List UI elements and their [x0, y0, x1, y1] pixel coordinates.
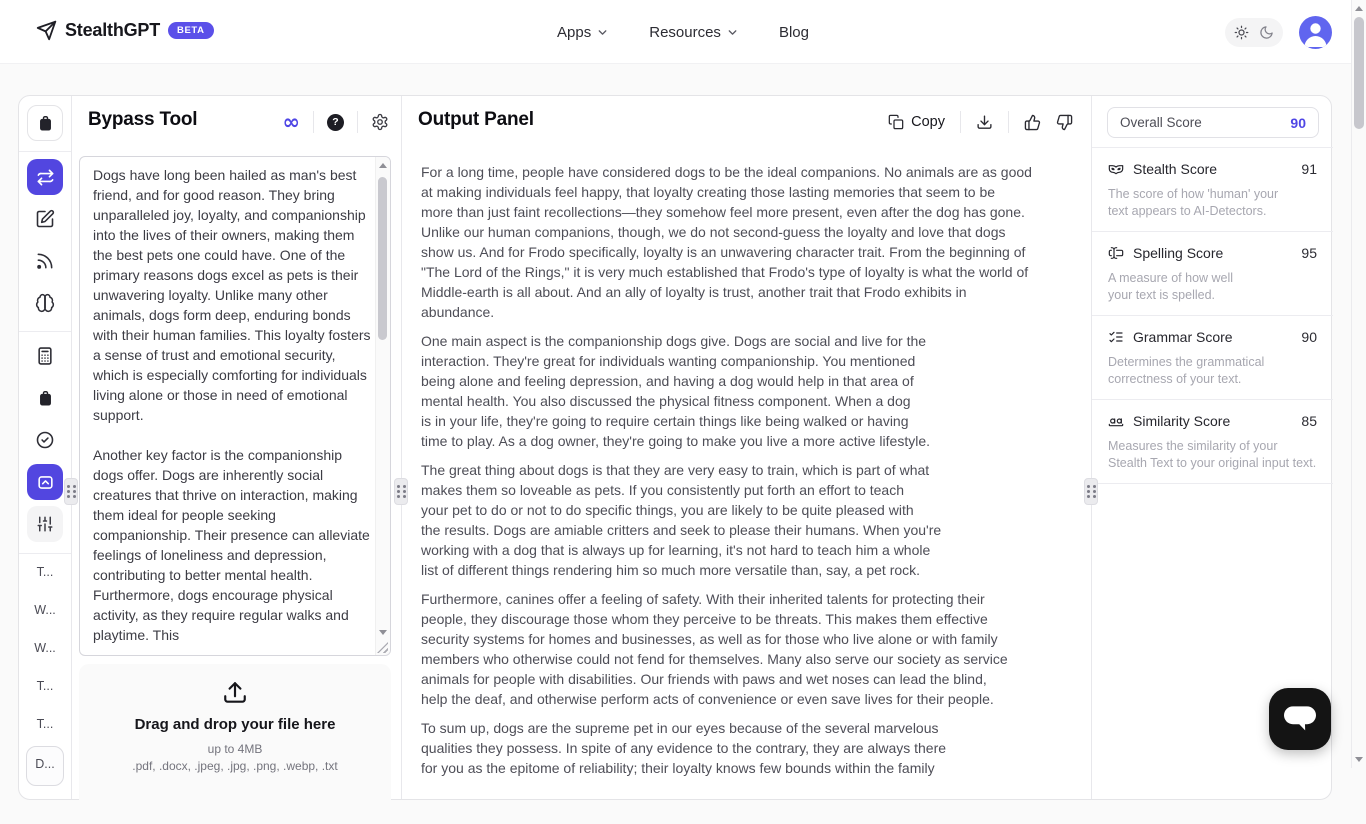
avatar[interactable] [1299, 16, 1332, 49]
copy-icon [888, 114, 904, 130]
nav-blog[interactable] [779, 24, 809, 41]
spelling-score-label: Spelling Score [1133, 245, 1224, 261]
copy-button[interactable] [888, 114, 945, 130]
edit-icon [35, 209, 55, 229]
rss-icon [35, 251, 55, 271]
brand-name: StealthGPT [65, 20, 161, 40]
theme-toggle[interactable] [1225, 18, 1283, 47]
score-row-similarity [1092, 400, 1333, 484]
check-circle-icon [35, 430, 55, 450]
input-textarea[interactable]: Dogs have long been hailed as man's best friend, and for good reason. They bring unparalleled joy, loyalty, and companionship into the lives of their owners, making them the best pets one could have. One of the primary reasons dogs excel as pets is their unwavering loyalty. Unlike many other animals, dogs form deep, enduring bonds with their human families. This loyalty fosters a sense of trust and emotional security, which is especially comforting for individuals living alone or those in need of emotional support. Another key factor is the companionship dogs offer. Dogs are inherently social creatures that thrive on interaction, making them ideal for people seeking companionship. Their presence can alleviate feelings of loneliness and depression, contributing to better mental health. Furthermore, dogs encourage physical activity, as they require regular walks and playtime. This [93, 167, 371, 643]
chat-bubble-icon [1284, 706, 1316, 733]
suitcase-icon [36, 114, 55, 133]
file-dropzone[interactable] [79, 664, 391, 824]
sliders-icon [36, 515, 54, 533]
dropzone-size-limit: up to 4MB [207, 742, 263, 756]
output-text [421, 162, 1077, 787]
chat-widget-button[interactable] [1269, 688, 1331, 750]
tool-sidebar [19, 96, 71, 799]
stealth-score-description: The score of how 'human' your text appears to AI-Detectors. [1108, 187, 1279, 218]
thumbs-up-icon[interactable] [1024, 114, 1041, 131]
nav-resources-label: Resources [649, 23, 721, 41]
brain-icon [35, 293, 55, 313]
output-paragraph: Furthermore, canines offer a feeling of safety. With their inherited talents for protecting their people, they discourage those whom they perceive to be threats. This makes them effective security systems for homes and businesses, as well as for those who live alone or with family members who otherwise could not fend for themselves. Many also serve our society as service animals for people with disabilities. Our friends with paws and wet noses can lead the blind, help the deaf, and otherwise perform acts of convenience or even save lives for their people. [421, 591, 1008, 707]
nav-apps-label: Apps [557, 23, 592, 41]
resize-handle[interactable] [64, 478, 78, 505]
chevron-down-icon [596, 26, 609, 39]
sidebar-item-0[interactable]: T... [36, 565, 54, 579]
output-paragraph: For a long time, people have considered dogs to be the ideal companions. No animals are as good at making individuals feel happy, that loyalty creating those lasting memories that seem to be more than just faint recollections—they somehow feel more present, even after the dog has gone. Unlike our human companions, though, we do not second-guess the loyalty and love that dogs show us. And for Frodo specifically, loyalty is an unwavering character trait. From the beginning of "The Lord of the Rings," it is very much established that Frodo's type of loyalty is what the world of Middle-earth is all about. And an ally of loyalty is trust, another trait that Frodo exhibits in abundance. [421, 164, 1032, 320]
main-nav [557, 0, 809, 64]
moon-icon[interactable] [1259, 25, 1274, 40]
similarity-score-value: 85 [1301, 413, 1317, 429]
resize-handle[interactable] [394, 478, 408, 505]
brand-logo[interactable] [36, 20, 214, 41]
scroll-up-arrow[interactable] [379, 163, 387, 168]
score-row-grammar [1092, 316, 1333, 400]
text-cursor-icon [1108, 245, 1124, 261]
sidebar-item-3[interactable]: T... [36, 679, 54, 693]
output-paragraph: To sum up, dogs are the supreme pet in our eyes because of the several marvelous qualities they possess. In spite of any evidence to the contrary, they are always there for you as the epitome of reliability; their loyalty knows few bounds within the family [421, 720, 947, 776]
resize-handle[interactable] [1084, 478, 1098, 505]
app-card [18, 95, 1332, 800]
ai-tool-button[interactable] [33, 291, 57, 315]
thumbs-down-icon[interactable] [1056, 114, 1073, 131]
overall-score-value: 90 [1290, 114, 1306, 131]
paper-plane-icon [36, 20, 57, 41]
swap-arrows-icon [36, 168, 55, 187]
scroll-down-arrow[interactable] [1355, 757, 1363, 762]
similarity-score-description: Measures the similarity of your Stealth Text to your original input text. [1108, 439, 1317, 470]
score-row-spelling [1092, 232, 1333, 316]
output-paragraph: One main aspect is the companionship dogs give. Dogs are social and live for the interaction. They're great for individuals wanting companionship. You mentioned being alone and feeling depression, and having a dog would help in that area of mental health. You also discussed the physical fitness component. When a dog is in your life, they're going to require certain things like being walked or having time to play. As a dog owner, they're going to make you live a more active lifestyle. [421, 333, 931, 449]
writer-tool-button[interactable] [33, 207, 57, 231]
clipboard-tool-button[interactable] [27, 105, 63, 141]
scroll-down-arrow[interactable] [379, 630, 387, 635]
bypass-tool-panel [72, 96, 401, 799]
sidebar-item-2[interactable]: W... [34, 641, 56, 655]
grammar-score-value: 90 [1301, 329, 1317, 345]
copy-button-label: Copy [911, 114, 945, 130]
output-panel-title: Output Panel [418, 109, 534, 130]
nav-resources[interactable] [649, 24, 739, 41]
sidebar-item-1[interactable]: W... [34, 603, 56, 617]
grammar-score-description: Determines the grammatical correctness of your text. [1108, 355, 1265, 386]
scrollbar-thumb[interactable] [1354, 17, 1364, 129]
sidebar-item-5-label: D... [35, 757, 55, 771]
stealth-score-label: Stealth Score [1133, 161, 1218, 177]
history-tool-button[interactable] [33, 428, 57, 452]
help-icon[interactable]: ? [327, 114, 344, 131]
gear-icon[interactable] [371, 113, 389, 131]
calculator-icon [35, 346, 55, 366]
top-navbar [0, 0, 1366, 64]
download-icon[interactable] [976, 114, 993, 131]
nav-apps[interactable] [557, 24, 609, 41]
calculator-tool-button[interactable] [33, 344, 57, 368]
output-paragraph: The great thing about dogs is that they are very easy to train, which is part of what makes them so loveable as pets. If you consistently put forth an effort to teach your pet to do or not to do specific things, you are likely to be quite pleased with the results. Dogs are amiable critters and seek to please their humans. When you're working with a dog that is always up for learning, it's not hard to teach him a whole list of different things rendering him so much more versatile than, say, a pet rock. [421, 462, 942, 578]
sidebar-item-5[interactable] [26, 746, 64, 786]
sidebar-item-4[interactable]: T... [36, 717, 54, 731]
nav-blog-label: Blog [778, 23, 809, 41]
chevron-down-icon [726, 26, 739, 39]
grammar-score-label: Grammar Score [1133, 329, 1233, 345]
input-textarea-container [79, 156, 391, 656]
beta-badge: BETA [168, 22, 214, 39]
sun-icon[interactable] [1234, 25, 1249, 40]
bypass-tool-button[interactable] [27, 159, 63, 195]
scroll-up-arrow[interactable] [1355, 6, 1363, 11]
similarity-icon [1108, 413, 1124, 429]
upload-icon [222, 680, 248, 706]
case-tool-button[interactable] [33, 386, 57, 410]
overall-score-label: Overall Score [1120, 115, 1202, 130]
dropzone-title: Drag and drop your file here [134, 716, 336, 733]
score-row-stealth [1092, 148, 1333, 232]
mask-icon [1108, 161, 1124, 177]
user-icon [1299, 16, 1332, 49]
settings-tool-button[interactable] [27, 506, 63, 542]
stealth-score-value: 91 [1301, 161, 1317, 177]
suitcase-icon [36, 389, 55, 408]
feed-tool-button[interactable] [33, 249, 57, 273]
similarity-score-label: Similarity Score [1133, 413, 1231, 429]
image-icon [36, 473, 55, 492]
bypass-tool-title: Bypass Tool [88, 109, 198, 130]
checklist-icon [1108, 329, 1124, 345]
image-tool-button[interactable] [27, 464, 63, 500]
spelling-score-description: A measure of how well your text is spelled. [1108, 271, 1234, 302]
scrollbar-thumb[interactable] [378, 177, 387, 340]
output-panel [402, 96, 1091, 799]
infinity-icon[interactable]: ∞ [282, 109, 300, 134]
page-scrollbar[interactable] [1351, 0, 1366, 768]
spelling-score-value: 95 [1301, 245, 1317, 261]
dropzone-formats: .pdf, .docx, .jpeg, .jpg, .png, .webp, .txt [132, 759, 338, 773]
textarea-scrollbar[interactable] [375, 157, 390, 655]
overall-score-box [1107, 107, 1319, 138]
